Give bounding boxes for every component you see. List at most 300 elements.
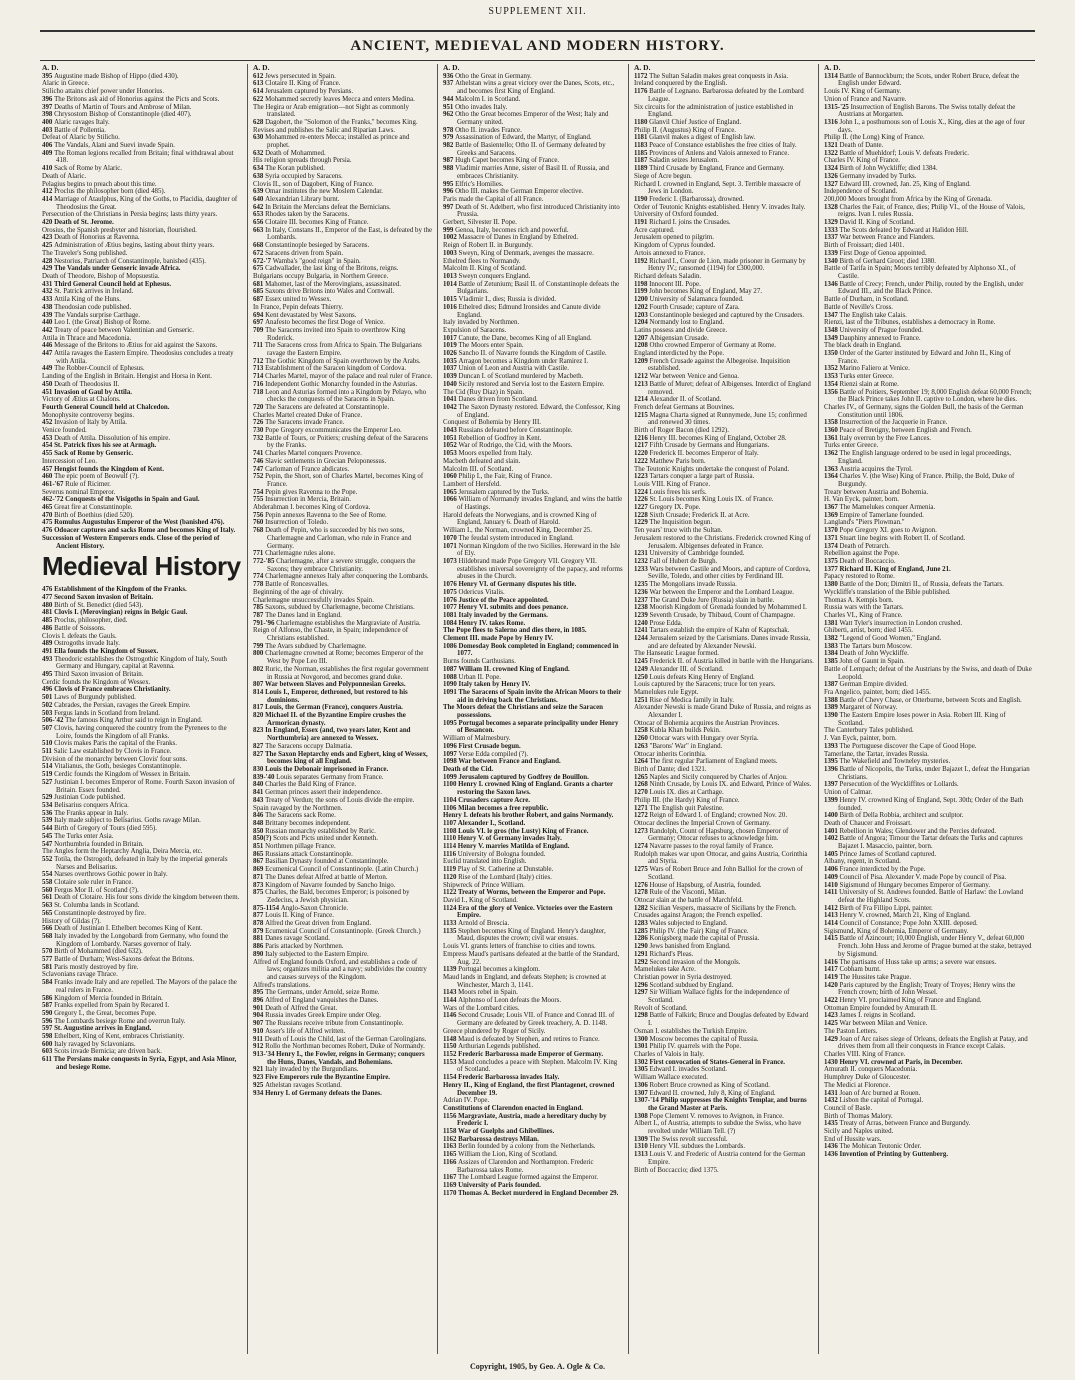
entry-year: 1263 bbox=[634, 742, 650, 750]
entry-year: 587 bbox=[42, 1002, 55, 1010]
entry-year: 756 bbox=[253, 511, 266, 519]
history-entry bbox=[824, 743, 1032, 751]
history-entry bbox=[443, 188, 623, 196]
entry-text: Saxons, subdued by Charlemagne, become Christians. bbox=[265, 604, 415, 612]
entry-year: 476 bbox=[42, 527, 55, 535]
entry-year: 451 bbox=[42, 388, 55, 396]
entry-text: Richard II. King of England, June 21. bbox=[839, 565, 951, 573]
entry-text: Romulus Augustulus Emperor of the West (banished 476). bbox=[54, 519, 225, 527]
entry-year: 937 bbox=[443, 80, 456, 88]
ad-column-label: A. D. bbox=[634, 64, 651, 72]
history-entry bbox=[634, 281, 814, 289]
entry-text: John I., a posthumous son of Louis X., King, dies at the age of four days. bbox=[838, 118, 1025, 134]
history-entry bbox=[634, 104, 814, 119]
entry-text: The Robber-Council of Ephesus. bbox=[54, 365, 145, 373]
history-entry bbox=[443, 134, 623, 142]
history-entry bbox=[824, 242, 1032, 250]
entry-text: Saladin seizes Jerusalem. bbox=[649, 157, 719, 165]
history-entry bbox=[634, 473, 814, 481]
history-entry bbox=[634, 666, 814, 674]
entry-year: 414 bbox=[42, 195, 55, 203]
entry-year: 1167 bbox=[443, 1174, 459, 1182]
entry-text: William Wallace executed. bbox=[634, 1074, 708, 1082]
history-entry bbox=[634, 627, 814, 635]
history-entry bbox=[253, 751, 433, 766]
entry-year: 614 bbox=[253, 88, 266, 96]
entry-year: 1106 bbox=[443, 804, 459, 812]
history-entry bbox=[634, 219, 814, 227]
history-entry bbox=[253, 766, 433, 774]
entry-text: Charles the Fair, of France, dies; Philip VI., of the House of Valois, reigns. Ivan I. rules Russia. bbox=[838, 203, 1025, 219]
entry-text: Marino Faliero at Venice. bbox=[839, 365, 910, 373]
entry-year: 1213 bbox=[634, 380, 650, 388]
entry-year: 457 bbox=[42, 465, 55, 473]
entry-year: 1209 bbox=[634, 357, 650, 365]
entry-text: Sicily restored and Servia lost to the Eastern Empire. bbox=[458, 380, 605, 388]
history-entry bbox=[42, 296, 242, 304]
history-entry bbox=[253, 404, 433, 412]
entry-text: Alaric in Greece. bbox=[42, 80, 90, 88]
entry-text: Italy invaded by Northmen. bbox=[443, 319, 520, 327]
entry-year: 1435 bbox=[824, 1120, 840, 1128]
entry-text: Magna Charta signed at Runnymede, June 15; confirmed and renewed 30 times. bbox=[648, 411, 807, 427]
entry-year: 503 bbox=[42, 709, 55, 717]
entry-text: Fergus lands in Scotland from Ireland. bbox=[54, 709, 160, 717]
entry-text: Ethelred flees to Normandy. bbox=[443, 257, 521, 265]
entry-year: 1098 bbox=[443, 758, 459, 766]
history-entry bbox=[443, 157, 623, 165]
history-entry bbox=[824, 157, 1032, 165]
entry-year: 697 bbox=[253, 319, 266, 327]
history-entry bbox=[634, 935, 814, 943]
entry-text: Battle of Durham, in Scotland. bbox=[824, 296, 909, 304]
entry-text: Fourth General Council held at Chalcedon. bbox=[42, 403, 170, 411]
entry-text: The Hegira or Arab emigration—not Sight as commonly translated. bbox=[253, 103, 409, 119]
entry-text: Italy taken by Henry IV. bbox=[458, 681, 531, 689]
entry-text: The Vandals, Alani and Suevi invade Spain. bbox=[54, 142, 175, 150]
entry-year: 506-'42 bbox=[42, 717, 66, 725]
history-entry bbox=[42, 702, 242, 710]
entry-text: Watt Tyler's insurrection in London crushed. bbox=[839, 619, 963, 627]
entry-text: Paris attacked by Northmen. bbox=[265, 943, 344, 951]
entry-text: Independent Gothic Monarchy founded in the Asturias. bbox=[265, 380, 418, 388]
entry-text: Wamba's "good reign" in Spain. bbox=[272, 257, 361, 265]
entry-year: 460 bbox=[42, 473, 55, 481]
entry-text: Ruric, the Norman, establishes the first regular government in Russia at Novgorod, and becomes grand duke. bbox=[265, 665, 429, 681]
entry-text: Attila in Thrace and Macedonia. bbox=[42, 334, 132, 342]
history-entry bbox=[634, 720, 814, 728]
entry-year: 1223 bbox=[634, 473, 650, 481]
history-entry bbox=[42, 879, 242, 887]
entry-text: Battle of Angora; Timour the Tartar defeats the Turks and captures Bajazet I. Masaccio, painter, born. bbox=[838, 835, 1023, 851]
entry-text: Louis, the German (France), conquers Austria. bbox=[265, 704, 403, 712]
history-entry bbox=[824, 234, 1032, 242]
history-entry bbox=[634, 766, 814, 774]
entry-year: 760 bbox=[253, 519, 266, 527]
entry-year: 440 bbox=[42, 319, 55, 327]
entry-text: Battle of Pollentia. bbox=[54, 126, 106, 134]
history-entry bbox=[634, 350, 814, 358]
history-entry bbox=[42, 165, 242, 173]
history-entry bbox=[253, 512, 433, 520]
entry-text: Battle of Muehldorf; Louis V. defeats Frederic. bbox=[839, 149, 970, 157]
history-entry bbox=[42, 1048, 242, 1056]
entry-text: Otho the Great becomes Emperor of the West; Italy and Germany united. bbox=[455, 111, 609, 126]
entry-text: Birth of John Wyckliffe; died 1384. bbox=[839, 165, 938, 173]
history-entry bbox=[42, 625, 242, 633]
entry-year: 1285 bbox=[634, 927, 650, 935]
entry-text: Union of Leon and Austria with Castile. bbox=[458, 365, 569, 373]
entry-text: Richard defeats Saladin. bbox=[634, 272, 702, 280]
entry-year: 754 bbox=[253, 488, 266, 496]
entry-text: Invention of Printing by Guttenberg. bbox=[839, 1151, 949, 1159]
entry-text: Venice founded. bbox=[42, 427, 87, 435]
entry-text: First Doge of Genoa appointed. bbox=[839, 249, 927, 257]
history-entry bbox=[634, 1090, 814, 1098]
entry-year: 1270 bbox=[634, 789, 650, 797]
entry-year: 1192 bbox=[634, 257, 650, 265]
entry-year: 1436 bbox=[824, 1143, 840, 1151]
history-entry bbox=[253, 874, 433, 882]
history-entry bbox=[253, 281, 433, 289]
history-entry bbox=[42, 794, 242, 802]
entry-year: 895 bbox=[253, 989, 266, 997]
history-entry bbox=[42, 1010, 242, 1018]
entry-text: Expulsion of Saracens. bbox=[443, 326, 507, 334]
entry-text: The English language ordered to be used in legal proceedings, England. bbox=[838, 450, 1011, 465]
history-entry bbox=[42, 910, 242, 918]
entry-text: Pelagius begins to preach about this time. bbox=[42, 180, 157, 188]
entry-text: Death of Alfred the Great. bbox=[265, 1004, 338, 1012]
history-entry bbox=[443, 1182, 623, 1190]
entry-text: Barbarossa destroys Milan. bbox=[458, 1135, 539, 1143]
entry-text: Odoacer captures and sacks Rome and becomes King of Italy. bbox=[54, 527, 236, 535]
entry-text: The Portuguese discover the Cape of Good Hope. bbox=[839, 742, 977, 750]
entry-year: 446 bbox=[42, 342, 55, 350]
entry-text: Paris captured by the English; Treaty of Troyes; Henry wins the French crown; birth of John Wessel. bbox=[838, 981, 1016, 997]
entry-year: 1087 bbox=[443, 665, 459, 673]
entry-year: 439 bbox=[42, 311, 55, 319]
entry-text: Italy ravaged by Sclavonians. bbox=[54, 1040, 136, 1048]
history-entry bbox=[443, 250, 623, 258]
entry-text: The partisans of Huss take up arms; a severe war ensues. bbox=[839, 958, 997, 966]
history-entry bbox=[42, 96, 242, 104]
entry-year: 712 bbox=[253, 357, 266, 365]
entry-text: Omar institutes the new Moslem Calendar. bbox=[265, 188, 383, 196]
entry-text: House of Hapsburg, of Austria, founded. bbox=[649, 881, 762, 889]
history-entry bbox=[443, 812, 623, 820]
history-entry bbox=[634, 889, 814, 897]
entry-text: The Moors enter Spain. bbox=[458, 342, 524, 350]
history-entry bbox=[42, 335, 242, 343]
entry-year: 454 bbox=[42, 442, 55, 450]
entry-year: 1153 bbox=[443, 1058, 459, 1066]
history-entry bbox=[443, 1051, 623, 1059]
history-entry bbox=[634, 566, 814, 581]
entry-text: Michael II. of the Byzantine Empire crushes the Armorican dynasty. bbox=[265, 712, 406, 727]
entry-text: Clement III. made Pope by Henry IV. bbox=[443, 635, 554, 643]
entry-year: 875-1154 bbox=[253, 904, 281, 912]
entry-year: 1026 bbox=[443, 350, 459, 358]
entry-year: 778 bbox=[253, 581, 266, 589]
history-entry bbox=[42, 458, 242, 466]
entry-text: Constantinople destroyed by fire. bbox=[54, 909, 146, 917]
history-entry bbox=[824, 1051, 1032, 1059]
entry-year: 1226 bbox=[634, 496, 650, 504]
entry-text: Revises and publishes the Salic and Riparian Laws. bbox=[253, 126, 395, 134]
copyright-line: Copyright, 1905, by Geo. A. Ogle & Co. bbox=[469, 1362, 606, 1371]
entry-text: Saracens driven from Spain. bbox=[265, 249, 344, 257]
entry-year: 979 bbox=[443, 134, 456, 142]
entry-year: 1377 bbox=[824, 565, 840, 573]
history-entry bbox=[634, 851, 814, 866]
history-entry bbox=[253, 219, 433, 227]
entry-text: England interdicted by the Pope. bbox=[634, 350, 725, 358]
entry-text: Fall of Hubert de Burgh. bbox=[649, 558, 718, 565]
entry-year: 1095 bbox=[443, 719, 459, 727]
history-entry bbox=[443, 974, 623, 989]
history-entry bbox=[443, 1036, 623, 1044]
history-entry bbox=[42, 111, 242, 119]
history-entry bbox=[824, 165, 1032, 173]
entry-year: 1096 bbox=[443, 742, 459, 750]
entry-text: Sack of Rome by Alaric. bbox=[54, 165, 122, 173]
history-entry bbox=[253, 935, 433, 943]
entry-year: 1333 bbox=[824, 226, 840, 234]
history-entry bbox=[443, 404, 623, 419]
history-entry bbox=[824, 1090, 1032, 1098]
entry-text: Death of Petrarch. bbox=[839, 542, 890, 550]
history-entry bbox=[42, 466, 242, 474]
history-entry bbox=[443, 342, 623, 350]
entry-year: 403 bbox=[42, 126, 55, 134]
history-entry bbox=[824, 982, 1032, 997]
entry-text: War between Slaves and Polyponnesian Greeks. bbox=[264, 681, 406, 689]
entry-text: Second Crusade; Louis VII. of France and Conrad III. of Germany are defeated by Greek treachery, A. D. 1148. bbox=[457, 1012, 615, 1028]
entry-year: 668 bbox=[253, 242, 266, 250]
entry-text: Death of Theodore, Bishop of Mopsuestia. bbox=[42, 272, 160, 280]
entry-year: 493 bbox=[42, 655, 55, 663]
history-entry bbox=[824, 1136, 1032, 1144]
entry-year: 438 bbox=[42, 303, 55, 311]
history-entry bbox=[443, 319, 623, 327]
history-entry bbox=[824, 227, 1032, 235]
history-entry bbox=[824, 558, 1032, 566]
entry-year: 1235 bbox=[634, 581, 650, 589]
history-entry bbox=[253, 989, 433, 997]
history-entry bbox=[253, 96, 433, 104]
entry-year: 672 bbox=[253, 249, 266, 257]
entry-year: 1013 bbox=[443, 272, 459, 280]
history-entry bbox=[42, 933, 242, 948]
entry-text: Victory of Ætius at Chalons. bbox=[42, 396, 121, 404]
entry-text: Death of Justinian I. Ethelbert becomes King of Kent. bbox=[54, 925, 203, 933]
entry-text: Otho invades Italy. bbox=[455, 103, 508, 111]
entry-text: Attila King of the Huns. bbox=[54, 296, 121, 304]
entry-text: Treaty of Verdun; the sons of Louis divide the empire. bbox=[265, 796, 415, 804]
entry-text: John becomes King of England, May 27. bbox=[649, 288, 763, 296]
entry-year: 545 bbox=[42, 832, 55, 840]
history-entry bbox=[443, 805, 623, 813]
entry-year: 1065 bbox=[443, 488, 459, 496]
history-entry bbox=[824, 96, 1032, 104]
history-entry bbox=[824, 912, 1032, 920]
entry-text: The Saracens invited into Spain to overthrow King Roderick. bbox=[265, 326, 406, 342]
entry-text: Ottocar declines the Imperial Crown of Germany. bbox=[634, 819, 771, 827]
history-entry bbox=[824, 427, 1032, 435]
history-entry bbox=[42, 435, 242, 443]
entry-year: 1245 bbox=[634, 658, 650, 666]
column-1 bbox=[42, 64, 242, 1354]
entry-text: Euclid translated into English. bbox=[443, 858, 527, 866]
entry-text: Leo I. (the Great) Bishop of Rome. bbox=[54, 319, 151, 327]
entry-text: Thomas A. Kempis born. bbox=[824, 596, 894, 604]
history-entry bbox=[824, 620, 1032, 628]
entry-text: The Roman legions recalled from Britain; final withdrawal about 418. bbox=[54, 149, 234, 165]
history-entry bbox=[42, 694, 242, 702]
entry-text: Arnold of Brescia. bbox=[458, 920, 510, 928]
entry-year: 453 bbox=[42, 434, 55, 442]
history-entry bbox=[253, 912, 433, 920]
history-entry bbox=[634, 250, 814, 258]
entry-year: 1169 bbox=[443, 1181, 459, 1189]
entry-year: 480 bbox=[42, 601, 55, 609]
entry-text: Birth of Boethius (died 520). bbox=[54, 511, 134, 519]
history-entry bbox=[253, 797, 433, 805]
history-entry bbox=[634, 789, 814, 797]
history-entry bbox=[443, 920, 623, 928]
history-entry bbox=[253, 597, 433, 605]
entry-year: 1208 bbox=[634, 342, 650, 350]
history-entry bbox=[253, 466, 433, 474]
entry-text: Birth of Dante; died 1321. bbox=[634, 765, 707, 773]
entry-year: 1260 bbox=[634, 735, 650, 743]
history-entry bbox=[42, 304, 242, 312]
entry-year: 1265 bbox=[634, 773, 650, 781]
entry-text: Ottoman Empire founded by Amurath II. bbox=[824, 1004, 937, 1012]
entry-text: The Turks enter Asia. bbox=[54, 832, 114, 840]
entry-text: Clotaire II. King of France. bbox=[265, 80, 341, 88]
entry-year: 554 bbox=[42, 871, 55, 879]
entry-text: Alfred's translations. bbox=[253, 981, 311, 989]
entry-text: Sweyn conquers England. bbox=[458, 272, 531, 280]
entry-text: Gregory IX. Pope. bbox=[649, 504, 701, 512]
entry-year: 534 bbox=[42, 801, 55, 809]
entry-text: University of Bologna founded. bbox=[457, 850, 546, 858]
history-entry bbox=[443, 73, 623, 81]
entry-year: 746 bbox=[253, 457, 266, 465]
history-entry bbox=[634, 119, 814, 127]
history-entry bbox=[443, 127, 623, 135]
history-entry bbox=[253, 527, 433, 550]
history-entry bbox=[42, 412, 242, 420]
entry-year: 1116 bbox=[443, 850, 458, 858]
entry-text: Louis V. and Frederic of Austria contend for the German Empire. bbox=[648, 1151, 806, 1166]
entry-text: Wyckliffe's translation of the Bible published. bbox=[824, 588, 951, 596]
entry-year: 428 bbox=[42, 257, 55, 265]
entry-text: Northmen pillage France. bbox=[265, 843, 336, 851]
entry-text: The Mohican Teutonic Order. bbox=[839, 1143, 922, 1151]
entry-year: 1146 bbox=[443, 1012, 459, 1020]
history-entry bbox=[42, 686, 242, 694]
entry-year: 527 bbox=[42, 778, 55, 786]
entry-text: Battle of Muret; defeat of Albigenses. Interdict of England removed. bbox=[648, 380, 811, 396]
history-entry bbox=[634, 689, 814, 697]
history-entry bbox=[443, 527, 623, 535]
entry-text: Pope Gregory XI. goes to Avignon. bbox=[839, 527, 937, 535]
entry-year: 1099 bbox=[443, 773, 459, 781]
entry-year: 1076 bbox=[443, 581, 459, 589]
entry-text: Franks invade Italy and are repelled. The Mayors of the palace the real rulers in France. bbox=[54, 979, 237, 994]
history-entry bbox=[42, 902, 242, 910]
history-entry bbox=[824, 1082, 1032, 1090]
entry-year: 934 bbox=[253, 1089, 266, 1097]
entry-year: 1291 bbox=[634, 950, 650, 958]
entry-text: Henry V. crowned, March 21, King of England. bbox=[839, 912, 971, 920]
history-entry bbox=[42, 535, 242, 550]
entry-text: The first regular Parliament of England meets. bbox=[649, 758, 778, 766]
entry-text: Five Emperors rule the Byzantine Empire. bbox=[265, 1074, 390, 1082]
history-entry bbox=[824, 1143, 1032, 1151]
history-entry bbox=[42, 1041, 242, 1049]
entry-year: 1037 bbox=[443, 365, 459, 373]
entry-year: 396 bbox=[42, 95, 55, 103]
entry-text: The English quit Palestine. bbox=[649, 804, 724, 812]
entry-text: The Saxon Heptarchy ends and Egbert, king of Wessex, becomes king of all England. bbox=[264, 750, 428, 766]
entry-text: Louis the Debonair imprisoned in France. bbox=[265, 765, 389, 773]
entry-text: Charles VIII. King of France. bbox=[824, 1051, 906, 1058]
history-entry bbox=[634, 1051, 814, 1059]
history-entry bbox=[634, 727, 814, 735]
entry-text: Randolph, Count of Hapsburg, chosen Emperor of Germany; Ottocar refuses to acknowledge him. bbox=[648, 827, 789, 843]
history-entry bbox=[443, 797, 623, 805]
entry-text: University of Salamanca founded. bbox=[649, 296, 744, 304]
history-entry bbox=[253, 620, 433, 628]
entry-text: Milan becomes a free republic. bbox=[458, 804, 549, 812]
history-entry bbox=[42, 602, 242, 610]
entry-year: 1346 bbox=[824, 280, 840, 288]
history-entry bbox=[824, 997, 1032, 1005]
history-entry bbox=[42, 473, 242, 481]
entry-text: The black death in England. bbox=[824, 342, 902, 350]
entry-text: Langland's "Piers Plowman." bbox=[824, 519, 905, 527]
entry-year: 1016 bbox=[443, 303, 459, 311]
history-entry bbox=[824, 450, 1032, 465]
history-entry bbox=[253, 666, 433, 681]
entry-text: Sicily and Naples united. bbox=[824, 1128, 894, 1136]
entry-text: Clovis I. defeats the Gauls. bbox=[42, 632, 117, 640]
history-entry bbox=[443, 558, 623, 581]
entry-year: 685 bbox=[253, 288, 266, 296]
entry-text: Jerusalem opened to pilgrim. bbox=[634, 234, 714, 242]
entry-year: 1348 bbox=[824, 326, 840, 334]
history-entry bbox=[824, 589, 1032, 597]
entry-text: Henry I. crowned King of England. Grants a charter restoring the Saxon laws. bbox=[457, 781, 613, 797]
entry-text: Death of St. Adelbert, who first introduced Christianity into Prussia. bbox=[455, 203, 620, 219]
history-entry bbox=[253, 589, 433, 597]
history-entry bbox=[824, 265, 1032, 280]
entry-text: Burns founds Carthusians. bbox=[443, 658, 516, 666]
entry-year: 1315-'25 bbox=[824, 103, 851, 111]
entry-text: Maud is defeated by Stephen, and retires to France. bbox=[458, 1035, 600, 1043]
entry-text: Ethelbert, King of Kent, embraces Christianity. bbox=[54, 1033, 185, 1041]
entry-year: 1237 bbox=[634, 596, 650, 604]
entry-year: 529 bbox=[42, 794, 55, 802]
history-entry bbox=[253, 1028, 433, 1036]
history-entry bbox=[443, 620, 623, 628]
history-entry bbox=[253, 312, 433, 320]
entry-text: Council of Pisa. Alexander V. made Pope by council of Pisa. bbox=[839, 873, 1007, 881]
